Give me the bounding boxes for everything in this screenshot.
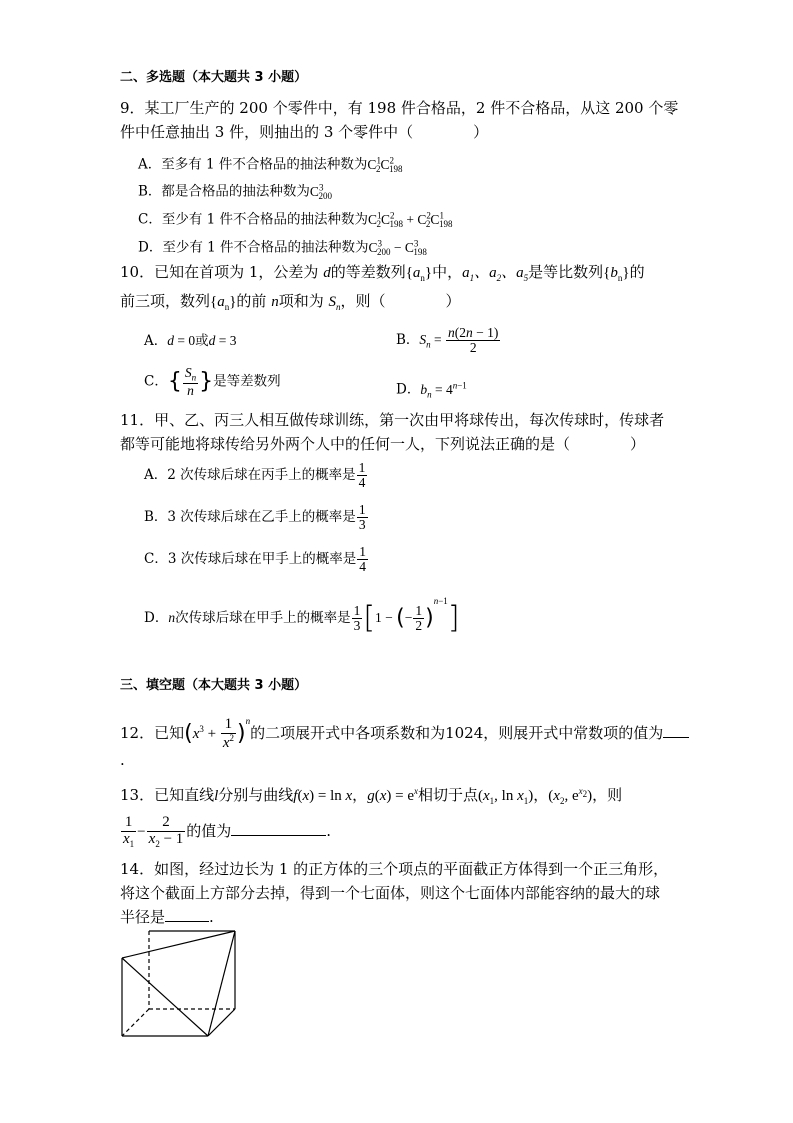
q10-seq-a-2: $\{a_n\}$ [210, 294, 237, 312]
q11-option-d-fraction: $\frac{1}{3}$ [353, 602, 361, 633]
q10-text-2b: 的前 [236, 292, 267, 310]
q9-option-c-text: C．至少有 1 件不合格品的抽法种数为 [138, 211, 369, 228]
q9-stem-line2: 件中任意抽出 3 件，则抽出的 3 个零件中（ ） [120, 123, 489, 141]
q13-gx: $g(x) = e^x$ [367, 786, 418, 804]
q13-stem-line2: $\frac{1}{x_1}$ − $\frac{2}{x_2 - 1}$ 的值为 . [123, 814, 332, 849]
q10-option-a: A．d = 0或d = 3 [144, 333, 237, 349]
q9-option-a-formula: $C^1_2C^2_{198}$ [367, 155, 403, 175]
q13-fraction-2: $\frac{2}{x_2 - 1}$ [148, 814, 184, 849]
q10-text-2c: 项和为 [278, 292, 324, 310]
q10-option-b: B．$S_n$ = $\frac{n(2n - 1)}{2}$ [396, 325, 499, 356]
q9-option-b-text: B．都是合格品的抽法种数为 [138, 183, 310, 200]
q10-option-a-label: A． [144, 333, 168, 349]
q11-option-d: D．n次传球后球在甲手上的概率是 $\frac{1}{3}$ [1 − (− $\frac{1}{2}$ )$^{n-1}$] [144, 596, 460, 636]
q10-text-2d: ，则（ ） [340, 292, 461, 310]
q11-option-c-fraction: $\frac{1}{4}$ [359, 544, 366, 575]
q11-option-d-label: D． [144, 610, 169, 626]
q10-terms: $a_1$、$a_2$、$a_5$ [462, 265, 529, 283]
q10-text-1e: 的 [629, 263, 645, 281]
q11-option-c-text: C．3 次传球后球在甲手上的概率是 [144, 551, 357, 568]
section-title-fill-in: 三、填空题（本大题共 3 小题） [120, 678, 308, 693]
q10-option-d: D．$b_n = 4^{n-1}$ [396, 380, 467, 400]
q13-text-c: 相切于点 [417, 786, 478, 804]
section-title-multiple-choice: 二、多选题（本大题共 3 小题） [120, 70, 308, 85]
q14-stem-line3 [120, 908, 214, 926]
q10-option-a-or: 或 [195, 333, 209, 349]
q13-var-l: l [214, 788, 219, 804]
q11-option-b [144, 503, 369, 532]
q12-period: . [120, 751, 125, 769]
q13-answer-blank[interactable] [231, 835, 326, 836]
q9-option-b [138, 178, 332, 205]
q10-var-n: n [271, 294, 279, 310]
q10-text-1a: 10．已知在首项为 1，公差为 [120, 263, 319, 281]
q9-option-c-formula: $C^1_2C^2_{198} + C^2_2C^1_{198}$ [368, 210, 453, 230]
q11-option-c [144, 545, 369, 574]
q11-option-b-text: B．3 次传球后球在乙手上的概率是 [144, 509, 356, 526]
q14-stem-line1: 14．如图，经过边长为 1 的正方体的三个项点的平面截正方体得到一个正三角形， [120, 860, 669, 878]
q10-option-d-formula: $b_n$ [420, 381, 432, 400]
q14-cube-figure [118, 928, 242, 1040]
q14-text: 半径是 [120, 908, 166, 926]
q10-option-b-sn: $S_n$ [419, 332, 431, 350]
q10-seq-b: $\{b_n\}$ [603, 265, 630, 283]
q11-option-d-var-n: n [168, 610, 176, 625]
q12-text-a: 12．已知 [120, 724, 185, 742]
q9-option-d [138, 234, 427, 261]
q10-option-c-label: C． [144, 373, 168, 390]
q10-text-1b: 的等差数列 [330, 263, 406, 281]
q11-stem-line2: 都等可能地将球传给另外两个人中的任何一人，下列说法正确的是（ ） [120, 435, 646, 453]
q10-stem-line1 [120, 263, 645, 287]
q10-option-c-fraction: $\frac{S_n}{n}$ [184, 365, 197, 399]
q14-stem-line2: 将这个截面上方部分去掉，得到一个七面体，则这个七面体内部能容纳的最大的球 [120, 884, 661, 902]
q12-fraction: $\frac{1}{x^2}$ [222, 715, 234, 751]
q10-option-b-label: B． [396, 332, 420, 349]
q11-option-d-text: 次传球后球在甲手上的概率是 [175, 610, 351, 626]
q13-stem-line1: 13．已知直线l分别与曲线f(x) = ln x，$g(x) = e^x$相切于点($x_1$, $\ln x_1$)，($x_2$, $e^{x_2}$)，则 [120, 786, 623, 806]
q10-text-1d: 是等比数列 [528, 263, 604, 281]
q13-point2: ($x_2$, $e^{x_2}$) [548, 786, 593, 806]
q9-option-d-formula: $C^3_{200} - C^3_{198}$ [368, 238, 427, 258]
q13-text-d: ，则 [592, 786, 623, 804]
q10-text-1c: 中， [432, 263, 463, 281]
q13-fraction-1: $\frac{1}{x_1}$ [123, 814, 135, 849]
q9-option-b-formula: $C^3_{200}$ [309, 182, 332, 202]
q12-answer-blank[interactable] [663, 737, 689, 738]
q14-answer-blank[interactable] [165, 921, 209, 922]
q10-option-c-text: 是等差数列 [213, 373, 281, 390]
q9-option-a [138, 151, 402, 178]
q13-point1: ($x_1$, $\ln x_1$) [478, 788, 534, 806]
q13-text-b: 分别与曲线 [218, 786, 294, 804]
q11-option-a-fraction: $\frac{1}{4}$ [358, 460, 366, 491]
q9-option-c [138, 206, 452, 233]
q13-text-a: 13．已知直线 [120, 786, 215, 804]
q10-option-b-fraction: $\frac{n(2n - 1)}{2}$ [448, 325, 499, 356]
q11-stem-line1: 11．甲、乙、丙三人相互做传球训练，第一次由甲将球传出，每次传球时，传球者 [120, 411, 665, 429]
q10-option-a-f2: d [208, 333, 216, 348]
q10-text-2a: 前三项，数列 [120, 292, 211, 310]
q13-period: . [326, 822, 332, 841]
q12-stem: 12．已知($x^3$ + $\frac{1}{x^2}$ )$^n$的二项展开式中各项系数和为1024，则展开式中常数项的值为 [120, 712, 689, 751]
q10-option-c: C．{ $\frac{S_n}{n}$ }是等差数列 [144, 365, 281, 399]
q13-text-e: 的值为 [186, 822, 232, 841]
q11-option-a-text: A．2 次传球后球在丙手上的概率是 [144, 467, 356, 484]
q12-text-b: 的二项展开式中各项系数和为1024，则展开式中常数项的值为 [250, 724, 664, 742]
q10-stem-line2 [120, 292, 461, 316]
q10-var-d: d [323, 265, 331, 281]
q9-stem-line1: 9．某工厂生产的 200 个零件中，有 198 件合格品，2 件不合格品，从这 200 个零 [120, 99, 679, 117]
q9-option-d-text: D．至少有 1 件不合格品的抽法种数为 [138, 239, 369, 256]
q13-fx: f(x) = ln x [293, 788, 353, 804]
q10-option-d-label: D． [396, 381, 421, 398]
q10-seq-a: $\{a_n\}$ [405, 265, 433, 283]
q14-period: . [209, 908, 214, 926]
q9-option-a-text: A．至多有 1 件不合格品的抽法种数为 [138, 156, 368, 173]
q11-option-a [144, 461, 368, 490]
q10-option-a-f1: d [167, 333, 174, 348]
q11-option-b-fraction: $\frac{1}{3}$ [358, 502, 366, 533]
q10-var-sn: $S_n$ [328, 294, 341, 312]
